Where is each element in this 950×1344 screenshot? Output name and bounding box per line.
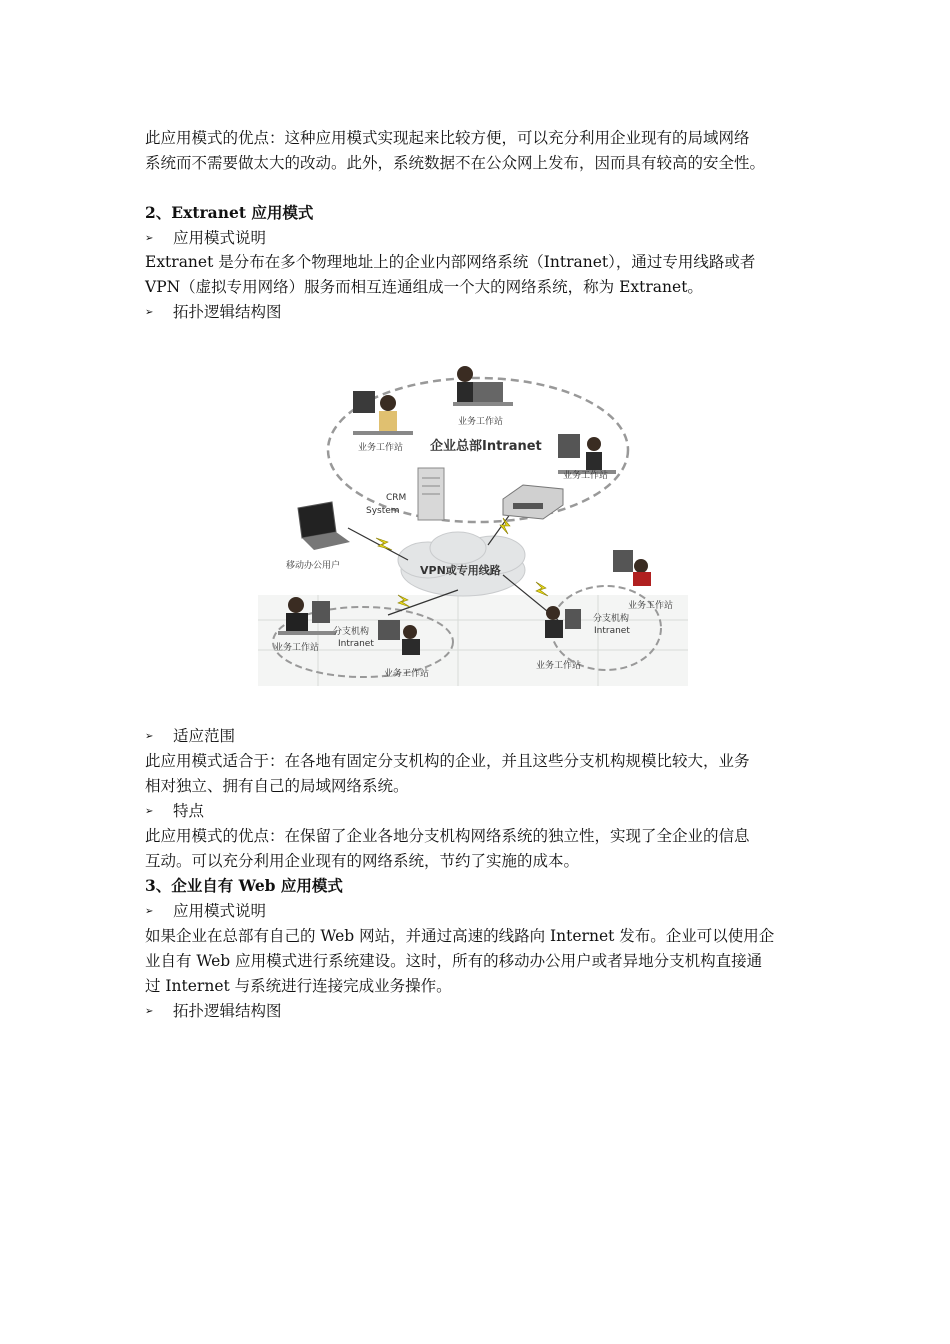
paragraph-line: Extranet 是分布在多个物理地址上的企业内部网络系统（Intranet），通过专用线路或者 [145, 253, 756, 271]
crm-server-icon [418, 468, 444, 520]
bullet-arrow-icon: ➢ [145, 806, 154, 817]
bullet-arrow-icon: ➢ [145, 233, 154, 244]
branch-label: Intranet [338, 639, 374, 649]
workstation-label: 业务工作站 [628, 601, 674, 611]
bullet-arrow-icon: ➢ [145, 1006, 154, 1017]
bullet-item [145, 726, 235, 747]
mobile-user-label: 移动办公用户 [286, 561, 341, 571]
paragraph-line: 此应用模式的优点：这种应用模式实现起来比较方便，可以充分利用企业现有的局域网络 [145, 129, 750, 147]
vpn-label: VPN或专用线路 [420, 564, 501, 577]
paragraph-line: 此应用模式的优点：在保留了企业各地分支机构网络系统的独立性，实现了全企业的信息 [145, 827, 750, 845]
paragraph-line: 过 Internet 与系统进行连接完成业务操作。 [145, 977, 452, 995]
workstation-label: 业务工作站 [563, 471, 609, 481]
bullet-label: 拓扑逻辑结构图 [173, 303, 282, 321]
paragraph-line: 互动。可以充分利用企业现有的网络系统，节约了实施的成本。 [145, 852, 580, 870]
branch-label: Intranet [594, 626, 630, 636]
bullet-item [145, 801, 204, 822]
workstation-label: 业务工作站 [358, 443, 404, 453]
workstation-label: 业务工作站 [384, 669, 430, 679]
paragraph-line: 如果企业在总部有自己的 Web 网站，并通过高速的线路向 Internet 发布。企业可以使用企 [145, 927, 775, 945]
bullet-arrow-icon: ➢ [145, 906, 154, 917]
paragraph-line: 系统而不需要做太大的改动。此外，系统数据不在公众网上发布，因而具有较高的安全性。 [145, 154, 766, 172]
workstation-label: 业务工作站 [458, 417, 504, 427]
bullet-label: 适应范围 [173, 727, 236, 745]
bullet-label: 应用模式说明 [173, 229, 267, 247]
section-heading: 3、企业自有 Web 应用模式 [145, 876, 343, 895]
bullet-item [145, 1001, 282, 1022]
paragraph-line: VPN（虚拟专用网络）服务而相互连通组成一个大的网络系统，称为 Extranet。 [145, 278, 703, 296]
bullet-item [145, 901, 266, 922]
branch-label: 分支机构 [333, 627, 370, 637]
workstation-label: 业务工作站 [274, 643, 320, 653]
branch-label: 分支机构 [593, 614, 630, 624]
bullet-item [145, 228, 266, 249]
topology-diagram [258, 350, 688, 686]
bullet-item [145, 302, 282, 323]
bullet-label: 特点 [173, 802, 205, 820]
crm-label: System [366, 506, 400, 516]
paragraph-line: 业自有 Web 应用模式进行系统建设。这时，所有的移动办公用户或者异地分支机构直接通 [145, 952, 763, 970]
workstation-label: 业务工作站 [536, 661, 582, 671]
crm-label: CRM [386, 493, 407, 503]
bullet-arrow-icon: ➢ [145, 307, 154, 318]
paragraph-line: 此应用模式适合于：在各地有固定分支机构的企业，并且这些分支机构规模比较大，业务 [145, 752, 750, 770]
bullet-arrow-icon: ➢ [145, 731, 154, 742]
section-heading: 2、Extranet 应用模式 [145, 203, 314, 222]
hq-intranet-label: 企业总部Intranet [430, 439, 542, 454]
bullet-label: 拓扑逻辑结构图 [173, 1002, 282, 1020]
paragraph-line: 相对独立、拥有自己的局域网络系统。 [145, 777, 409, 795]
bullet-label: 应用模式说明 [173, 902, 267, 920]
